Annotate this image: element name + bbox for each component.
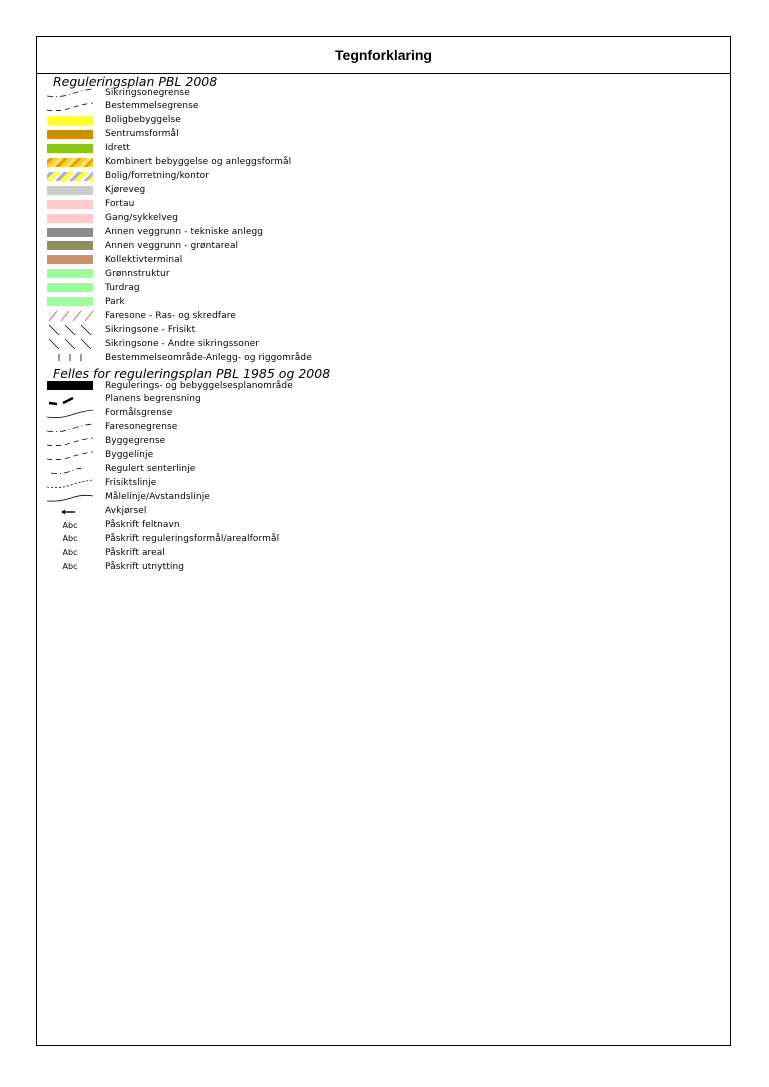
legend-item: [45, 546, 165, 559]
legend-item-label: Gang/sykkelveg: [105, 213, 179, 224]
legend-symbol: [45, 519, 95, 532]
legend-item: [45, 435, 165, 448]
legend-item-label: Annen veggrunn - tekniske anlegg: [105, 227, 264, 237]
legend-item-label: Kombinert bebyggelse og anleggsformål: [105, 157, 292, 168]
color-swatch: [47, 255, 93, 264]
legend-item-label: Regulert senterlinje: [105, 464, 196, 475]
text-sample: Abc: [62, 562, 78, 572]
legend-item: [45, 295, 125, 308]
legend-item-label: Planens begrensning: [105, 394, 201, 405]
hatch-swatch: [47, 158, 93, 167]
legend-item-label: Turdrag: [105, 282, 140, 293]
legend-item-label: Byggelinje: [105, 450, 154, 461]
color-swatch: [47, 130, 93, 139]
dashed-curve-line-symbol: [45, 435, 95, 448]
dashed-curve-line-symbol: [45, 100, 95, 113]
long-curve-line-symbol: [45, 491, 95, 504]
legend-symbol: [45, 267, 95, 280]
legend-item: [45, 184, 145, 197]
color-swatch: [47, 144, 93, 153]
dash-dot-short-line-symbol: [45, 463, 95, 476]
legend-item-label: Annen veggrunn - grøntareal: [105, 240, 239, 251]
legend-symbol: [45, 198, 95, 211]
legend-item-label: Grønnstruktur: [105, 268, 170, 279]
legend-item: [45, 407, 172, 420]
text-sample: Abc: [62, 520, 78, 530]
legend-item-label: Frisiktslinje: [105, 478, 157, 489]
thick-dash-line-symbol: [45, 393, 95, 406]
legend-item: [45, 100, 199, 113]
legend-item: [45, 505, 147, 518]
legend-item-label: Påskrift feltnavn: [105, 520, 180, 530]
color-swatch: [47, 228, 93, 237]
legend-item: [45, 267, 170, 280]
legend-symbol: [45, 86, 95, 99]
legend-symbol: [45, 463, 95, 476]
legend-item: [45, 421, 177, 434]
legend-item-label: Boligbebyggelse: [105, 115, 181, 126]
legend-item-label: Kjøreveg: [105, 185, 146, 196]
legend-item-label: Påskrift utnytting: [105, 561, 185, 572]
legend-item-label: Påskrift reguleringsformål/arealformål: [105, 533, 280, 544]
legend-symbol: [45, 532, 95, 545]
legend-symbol: [45, 142, 95, 155]
ticks-line-symbol: [45, 351, 95, 364]
legend-item-label: Regulerings- og bebyggelsesplanområde: [105, 380, 293, 391]
legend-item-label: Sikringsone - Andre sikringssoner: [105, 338, 260, 349]
legend-symbol: [45, 407, 95, 420]
legend-symbol: [45, 323, 95, 336]
legend-item-label: Avkjørsel: [105, 506, 147, 517]
legend-item-label: Bolig/forretning/kontor: [105, 171, 210, 182]
legend-item: [45, 463, 195, 476]
legend-symbol: [45, 505, 95, 518]
color-swatch: [47, 297, 93, 306]
legend-symbol: [45, 100, 95, 113]
legend-symbol: [45, 351, 95, 364]
legend-item: [45, 226, 263, 239]
legend-item-label: Faresone - Ras- og skredfare: [105, 310, 236, 321]
legend-item-label: Påskrift areal: [105, 547, 166, 558]
legend-item: [45, 532, 279, 545]
legend-symbol: [45, 114, 95, 127]
section2-heading: Felles for reguleringsplan PBL 1985 og 2008: [53, 366, 331, 381]
legend-symbol: [45, 560, 95, 573]
legend-item-label: Fortau: [105, 199, 135, 210]
legend-item: [45, 253, 182, 266]
legend-symbol: [45, 226, 95, 239]
legend-item: [45, 449, 153, 462]
legend-item-label: Bestemmelseområde-Anlegg- og riggområde: [105, 352, 312, 363]
legend-item: [45, 309, 236, 322]
legend-symbol: [45, 253, 95, 266]
legend-symbol: [45, 281, 95, 294]
legend-item: [45, 212, 178, 225]
thin-curve-line-symbol: [45, 407, 95, 420]
legend-item-label: Idrett: [105, 143, 131, 154]
legend-symbol: [45, 421, 95, 434]
legend-symbol: [45, 546, 95, 559]
hatch-swatch: [47, 172, 93, 181]
legend-item: [45, 560, 184, 573]
legend-item-label: Kollektivterminal: [105, 254, 183, 265]
legend-symbol: [45, 184, 95, 197]
text-sample: Abc: [62, 548, 78, 558]
backslashes-line-symbol: [45, 323, 95, 336]
dash-dot-curve-line-symbol: [45, 86, 95, 99]
legend-item-label: Sikringsonegrense: [105, 87, 190, 98]
color-swatch: [47, 269, 93, 278]
legend-item: [45, 198, 134, 211]
legend-item: [45, 337, 259, 350]
legend-item: [45, 393, 201, 406]
legend-symbol: [45, 337, 95, 350]
legend-item: [45, 239, 238, 252]
color-swatch: [47, 381, 93, 390]
text-sample: Abc: [62, 534, 78, 544]
legend-symbol: [45, 239, 95, 252]
color-swatch: [47, 214, 93, 223]
legend-item: [45, 156, 291, 169]
color-swatch: [47, 283, 93, 292]
color-swatch: [47, 241, 93, 250]
legend-symbol: [45, 295, 95, 308]
legend-symbol: [45, 435, 95, 448]
arrow-line-symbol: [45, 505, 95, 518]
legend-symbol: [45, 128, 95, 141]
legend-item: [45, 142, 130, 155]
legend-symbol: [45, 491, 95, 504]
legend-item-label: Målelinje/Avstandslinje: [105, 492, 210, 503]
section1-heading: Reguleringsplan PBL 2008: [53, 74, 218, 89]
legend-symbol: [45, 156, 95, 169]
legend-title: Tegnforklaring: [37, 37, 730, 74]
legend-symbol: [45, 477, 95, 490]
backslashes-line-symbol: [45, 337, 95, 350]
legend-item: [45, 477, 156, 490]
legend-item: [45, 170, 209, 183]
legend-symbol: [45, 379, 95, 392]
legend-item-label: Byggegrense: [105, 436, 166, 447]
legend-item: [45, 519, 180, 532]
dotted-curve-line-symbol: [45, 477, 95, 490]
red-slashes-line-symbol: [45, 309, 95, 322]
legend-item: [45, 323, 195, 336]
legend-item-label: Park: [105, 296, 125, 307]
legend-item-label: Sentrumsformål: [105, 129, 179, 140]
legend-symbol: [45, 393, 95, 406]
legend-symbol: [45, 212, 95, 225]
dashed-curve-line-symbol: [45, 449, 95, 462]
legend-symbol: [45, 449, 95, 462]
legend-item: [45, 379, 293, 392]
legend-item: [45, 351, 312, 364]
color-swatch: [47, 186, 93, 195]
legend-item-label: Bestemmelsegrense: [105, 101, 199, 112]
legend-item-label: Sikringsone - Frisikt: [105, 324, 196, 335]
legend-symbol: [45, 170, 95, 183]
color-swatch: [47, 200, 93, 209]
legend-item: [45, 86, 190, 99]
legend-symbol: [45, 309, 95, 322]
legend-frame: [36, 36, 731, 1046]
color-swatch: [47, 116, 93, 125]
legend-item: [45, 491, 210, 504]
dash-dot-curve-line-symbol: [45, 421, 95, 434]
legend-item: [45, 281, 140, 294]
legend-item: [45, 128, 179, 141]
legend-item-label: Formålsgrense: [105, 408, 173, 419]
legend-item-label: Faresonegrense: [105, 422, 178, 433]
legend-item: [45, 114, 181, 127]
